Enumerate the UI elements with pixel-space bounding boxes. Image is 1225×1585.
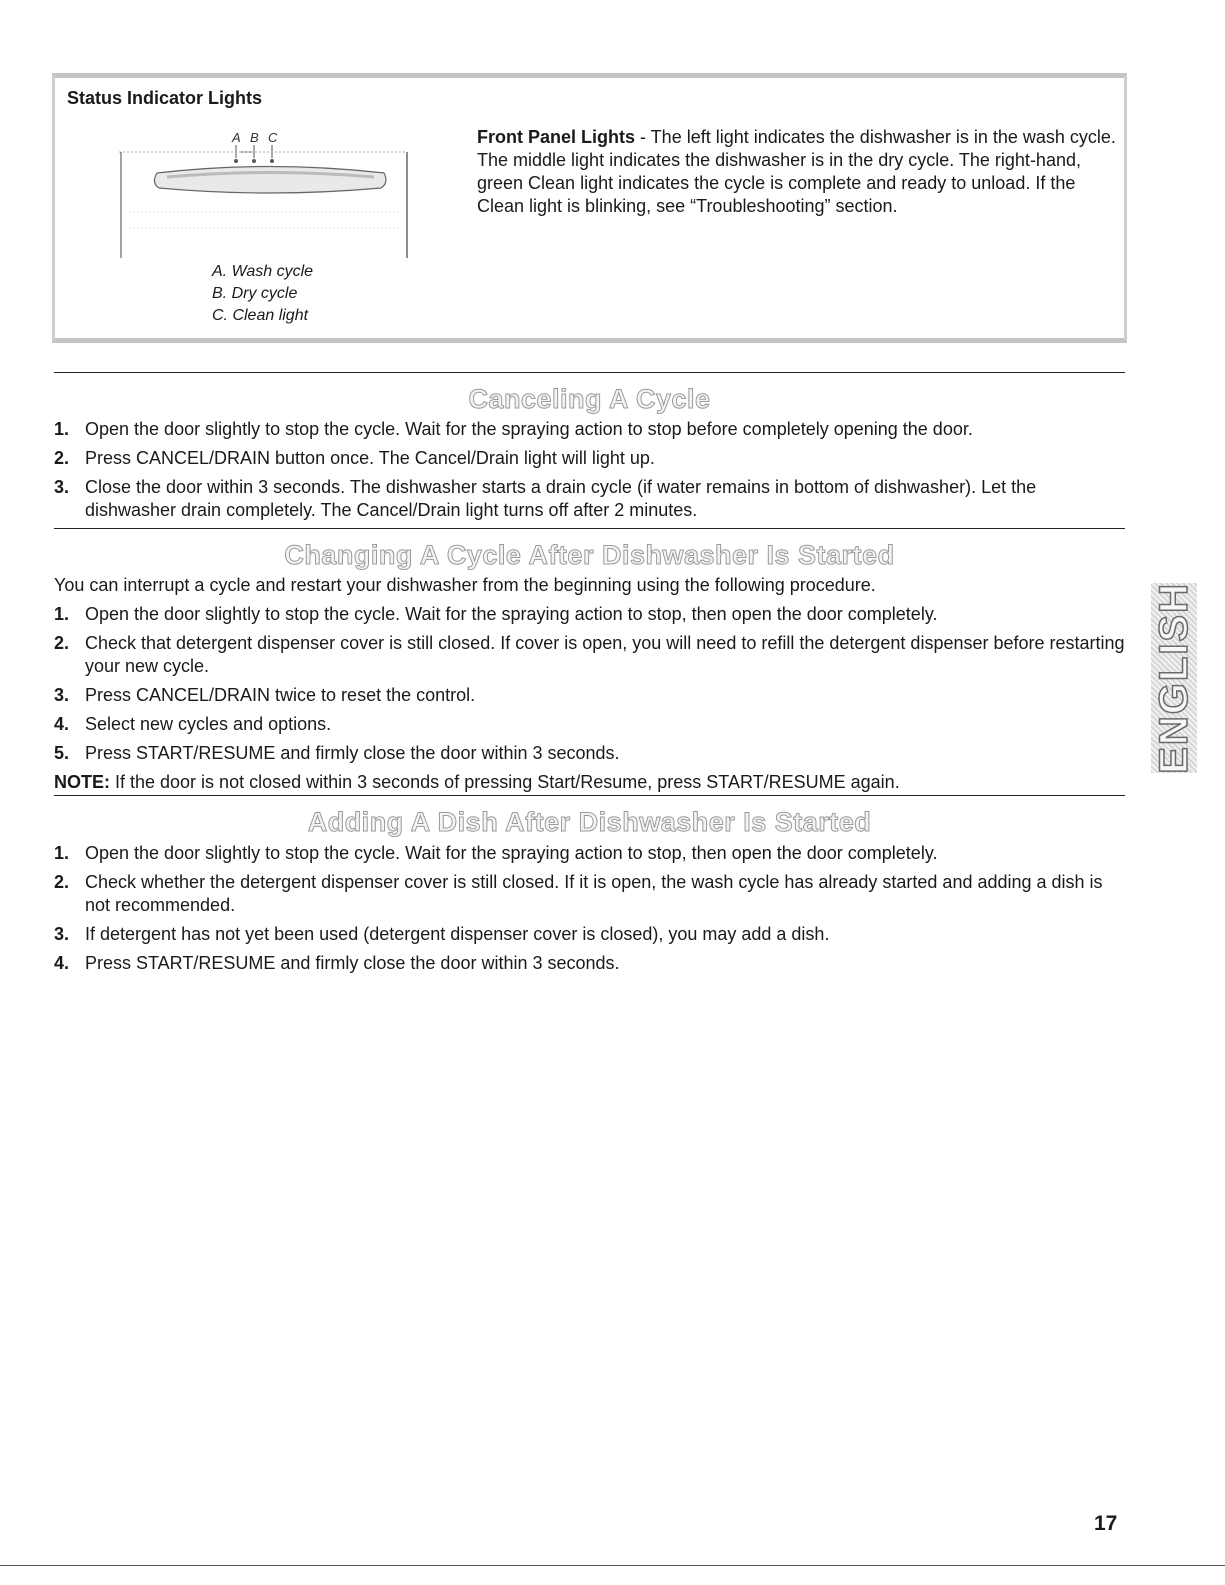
step-number: 3. [54, 477, 70, 497]
step-number: 1. [54, 604, 70, 624]
label-c: C [268, 130, 278, 145]
dry-light-indicator [252, 159, 256, 163]
step-text: Check whether the detergent dispenser cover is still closed. If it is open, the wash cycle has already started and adding a dish is not recommended. [85, 872, 1103, 915]
section-title-changing: Changing A Cycle After Dishwasher Is Started [284, 540, 895, 570]
legend-item: B. Dry cycle [212, 285, 298, 302]
changing-intro: You can interrupt a cycle and restart your dishwasher from the beginning using the following procedure. [54, 575, 876, 595]
step-text: Close the door within 3 seconds. The dishwasher starts a drain cycle (if water remains in bottom of dishwasher). Let the dishwasher drain completely. The Cancel/Drain light turns off after 2 minutes. [85, 477, 1037, 520]
list-item [54, 952, 1125, 975]
figure-legend [212, 261, 313, 327]
section-title-canceling: Canceling A Cycle [468, 384, 711, 414]
step-number: 3. [54, 685, 70, 705]
door-handle-shape [154, 167, 385, 194]
wash-light-indicator [234, 159, 238, 163]
language-side-tab [1151, 583, 1197, 773]
section-title-adding: Adding A Dish After Dishwasher Is Started [307, 807, 872, 837]
section-divider [54, 372, 1125, 373]
changing-steps [54, 574, 1125, 800]
step-text: Open the door slightly to stop the cycle. Wait for the spraying action to stop, then open the door completely. [85, 843, 938, 863]
legend-item: A. Wash cycle [212, 263, 314, 280]
control-panel-illustration [119, 128, 411, 258]
list-item [54, 684, 1125, 707]
step-number: 1. [54, 843, 70, 863]
clean-light-indicator [270, 159, 274, 163]
side-tab-text: ENGLISH [1151, 582, 1196, 774]
step-text: Open the door slightly to stop the cycle. Wait for the spraying action to stop, then open the door completely. [85, 604, 938, 624]
status-title: Status Indicator Lights [67, 88, 263, 108]
list-item [54, 923, 1125, 946]
status-indicator-box [52, 73, 1127, 343]
step-text: Press CANCEL/DRAIN twice to reset the control. [85, 685, 476, 705]
bottom-edge-line [0, 1565, 1225, 1566]
list-item [54, 418, 1125, 441]
step-number: 3. [54, 924, 70, 944]
front-panel-text: - The left light indicates the dishwasher is in the wash cycle. The middle light indicates the dishwasher is in the dry cycle. The right-hand, green Clean light indicates the cycle is complete and ready to unload. If the Clean light is blinking, see “Troubleshooting” section. [477, 127, 1116, 216]
front-panel-label: Front Panel Lights [477, 127, 636, 147]
step-text: Press START/RESUME and firmly close the door within 3 seconds. [85, 743, 620, 763]
step-text: Press START/RESUME and firmly close the door within 3 seconds. [85, 953, 620, 973]
note-label: NOTE: [54, 772, 110, 792]
list-item [54, 632, 1125, 678]
step-text: Check that detergent dispenser cover is still closed. If cover is open, you will need to refill the detergent dispenser before restarting your new cycle. [85, 633, 1125, 676]
legend-item: C. Clean light [212, 307, 309, 324]
section-divider [54, 528, 1125, 529]
step-number: 2. [54, 633, 70, 653]
step-number: 1. [54, 419, 70, 439]
list-item [54, 603, 1125, 626]
step-text: Press CANCEL/DRAIN button once. The Cancel/Drain light will light up. [85, 448, 655, 468]
canceling-steps [54, 418, 1125, 528]
list-item [54, 713, 1125, 736]
note [54, 771, 1125, 794]
step-number: 4. [54, 714, 70, 734]
label-b: B [250, 130, 259, 145]
step-number: 2. [54, 448, 70, 468]
page-number: 17 [1094, 1512, 1118, 1535]
list-item [54, 447, 1125, 470]
adding-steps [54, 842, 1125, 981]
step-number: 4. [54, 953, 70, 973]
front-panel-description [477, 126, 1122, 218]
list-item [54, 871, 1125, 917]
step-text: If detergent has not yet been used (detergent dispenser cover is closed), you may add a dish. [85, 924, 830, 944]
note-text: If the door is not closed within 3 seconds of pressing Start/Resume, press START/RESUME again. [110, 772, 900, 792]
list-item [54, 842, 1125, 865]
list-item [54, 476, 1125, 522]
section-divider [54, 795, 1125, 796]
list-item [54, 742, 1125, 765]
label-a: A [232, 130, 241, 145]
step-text: Open the door slightly to stop the cycle. Wait for the spraying action to stop before completely opening the door. [85, 419, 973, 439]
step-number: 2. [54, 872, 70, 892]
step-text: Select new cycles and options. [85, 714, 332, 734]
step-number: 5. [54, 743, 70, 763]
